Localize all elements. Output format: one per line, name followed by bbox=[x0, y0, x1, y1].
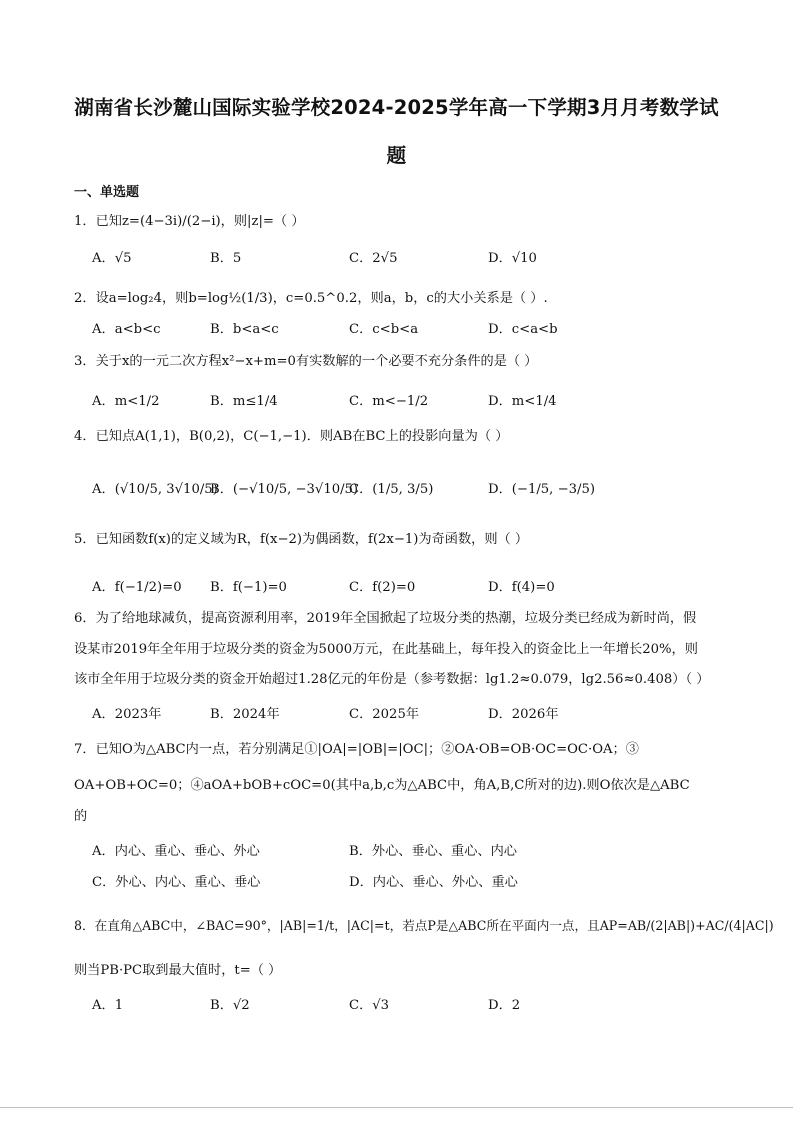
question-6-stem-line-2: 设某市2019年全年用于垃圾分类的资金为5000万元，在此基础上，每年投入的资金比上一年增长20%，则 bbox=[74, 642, 698, 657]
question-3-stem: 3．关于x的一元二次方程x²−x+m=0有实数解的一个必要不充分条件的是（ ） bbox=[74, 354, 538, 369]
question-8-stem-line-2: 则当PB·PC取到最大值时，t=（ ） bbox=[74, 963, 282, 978]
question-5-option-a: A．f(−1/2)=0 bbox=[92, 580, 182, 595]
question-2-option-a: A．a<b<c bbox=[92, 322, 161, 337]
question-7-stem-line-2: OA+OB+OC=0；④aOA+bOB+cOC=0(其中a,b,c为△ABC中，角A,B,C所对的边).则O依次是△ABC bbox=[74, 778, 690, 793]
question-4-option-c: C．(1/5, 3/5) bbox=[349, 482, 434, 497]
question-4-stem: 4．已知点A(1,1)，B(0,2)，C(−1,−1)．则AB在BC上的投影向量为（ ） bbox=[74, 429, 509, 444]
section-heading: 一、单选题 bbox=[74, 185, 140, 200]
page-bottom-divider bbox=[0, 1107, 793, 1108]
question-7-option-b: B．外心、垂心、重心、内心 bbox=[349, 844, 517, 859]
question-7-option-d: D．内心、垂心、外心、重心 bbox=[349, 875, 518, 890]
question-3-option-a: A．m<1/2 bbox=[92, 394, 160, 409]
question-1-stem: 1．已知z=(4−3i)/(2−i)，则|z|=（ ） bbox=[74, 214, 305, 229]
question-1-option-c: C．2√5 bbox=[349, 251, 398, 266]
question-4-option-a: A．(√10/5, 3√10/5) bbox=[92, 482, 218, 497]
question-1-option-b: B．5 bbox=[210, 251, 242, 266]
question-6-stem-line-1: 6．为了给地球减负，提高资源利用率，2019年全国掀起了垃圾分类的热潮，垃圾分类已经成为新时尚，假 bbox=[74, 611, 697, 626]
question-5-option-c: C．f(2)=0 bbox=[349, 580, 416, 595]
question-5-stem: 5．已知函数f(x)的定义域为R，f(x−2)为偶函数，f(2x−1)为奇函数，则（ ） bbox=[74, 532, 529, 547]
question-7-stem-line-1: 7．已知O为△ABC内一点，若分别满足①|OA|=|OB|=|OC|；②OA·OB=OB·OC=OC·OA；③ bbox=[74, 742, 639, 757]
question-5-option-d: D．f(4)=0 bbox=[488, 580, 555, 595]
question-8-option-a: A．1 bbox=[92, 998, 124, 1013]
question-7-option-c: C．外心、内心、重心、垂心 bbox=[92, 875, 261, 890]
exam-title-line-2: 题 bbox=[386, 144, 407, 167]
question-4-option-b: B．(−√10/5, −3√10/5) bbox=[210, 482, 359, 497]
question-6-option-c: C．2025年 bbox=[349, 707, 420, 722]
question-6-option-a: A．2023年 bbox=[92, 707, 162, 722]
question-8-option-d: D．2 bbox=[488, 998, 521, 1013]
question-4-option-d: D．(−1/5, −3/5) bbox=[488, 482, 595, 497]
question-6-stem-line-3: 该市全年用于垃圾分类的资金开始超过1.28亿元的年份是（参考数据：lg1.2≈0.079，lg2.56≈0.408）（ ） bbox=[74, 672, 710, 687]
question-3-option-b: B．m≤1/4 bbox=[210, 394, 278, 409]
question-3-option-d: D．m<1/4 bbox=[488, 394, 557, 409]
question-2-option-d: D．c<a<b bbox=[488, 322, 558, 337]
question-7-stem-line-3: 的 bbox=[74, 809, 88, 824]
exam-title-line-1: 湖南省长沙麓山国际实验学校2024-2025学年高一下学期3月月考数学试 bbox=[74, 96, 719, 119]
question-2-stem: 2．设a=log₂4，则b=log½(1/3)，c=0.5^0.2，则a，b，c的大小关系是（ ）. bbox=[74, 291, 548, 306]
question-7-option-a: A．内心、重心、垂心、外心 bbox=[92, 844, 260, 859]
question-5-option-b: B．f(−1)=0 bbox=[210, 580, 287, 595]
question-1-option-d: D．√10 bbox=[488, 251, 537, 266]
question-1-option-a: A．√5 bbox=[92, 251, 132, 266]
question-6-option-b: B．2024年 bbox=[210, 707, 280, 722]
question-8-option-c: C．√3 bbox=[349, 998, 390, 1013]
question-3-option-c: C．m<−1/2 bbox=[349, 394, 429, 409]
question-8-option-b: B．√2 bbox=[210, 998, 250, 1013]
question-2-option-b: B．b<a<c bbox=[210, 322, 279, 337]
question-2-option-c: C．c<b<a bbox=[349, 322, 419, 337]
question-8-stem-line-1: 8．在直角△ABC中，∠BAC=90°，|AB|=1/t，|AC|=t，若点P是△ABC所在平面内一点，且AP=AB/(2|AB|)+AC/(4|AC|) bbox=[74, 918, 774, 933]
question-6-option-d: D．2026年 bbox=[488, 707, 559, 722]
